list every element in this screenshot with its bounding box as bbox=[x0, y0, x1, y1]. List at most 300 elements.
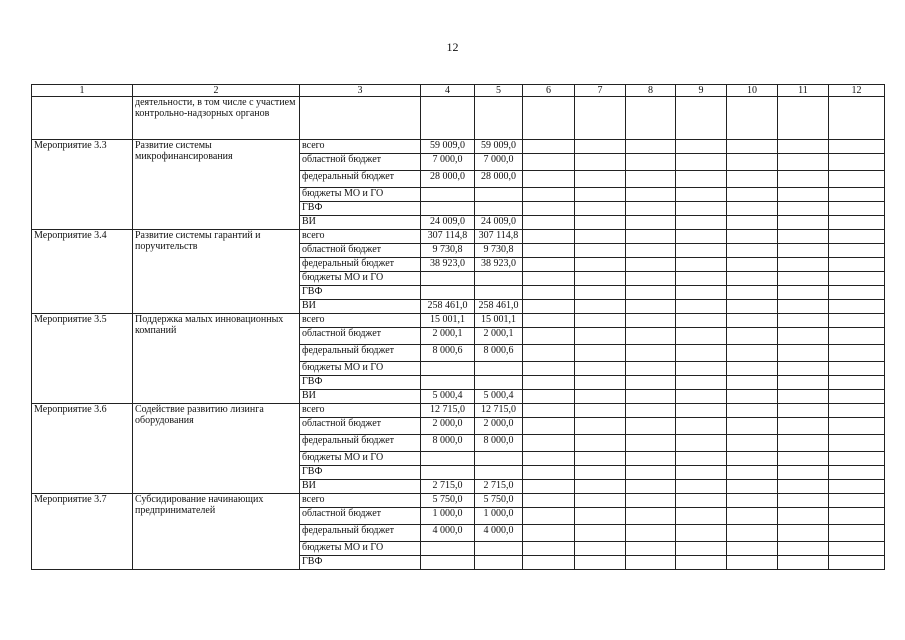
measure-id: Мероприятие 3.5 bbox=[32, 314, 133, 404]
column-number-3: 3 bbox=[300, 85, 421, 97]
amount-col-5 bbox=[475, 345, 523, 362]
funding-source: федеральный бюджет bbox=[300, 258, 421, 272]
empty-cell bbox=[523, 508, 575, 525]
empty-cell bbox=[778, 466, 829, 480]
empty-cell bbox=[829, 556, 885, 570]
empty-cell bbox=[778, 286, 829, 300]
empty-cell bbox=[676, 418, 727, 435]
empty-cell bbox=[727, 376, 778, 390]
amount-value: 24 009,0 bbox=[481, 216, 516, 227]
amount-value: 2 000,0 bbox=[483, 418, 514, 429]
amount-col-4 bbox=[421, 258, 475, 272]
column-number-6: 6 bbox=[523, 85, 575, 97]
continuation-measure-cell bbox=[32, 97, 133, 140]
empty-cell bbox=[575, 362, 626, 376]
empty-cell bbox=[778, 97, 829, 140]
empty-cell bbox=[626, 140, 676, 154]
funding-source: областной бюджет bbox=[300, 244, 421, 258]
empty-cell bbox=[676, 314, 727, 328]
empty-cell bbox=[523, 404, 575, 418]
funding-source: ВИ bbox=[300, 216, 421, 230]
amount-value: 307 114,8 bbox=[427, 230, 468, 241]
amount-value: 5 000,4 bbox=[432, 390, 463, 401]
empty-cell bbox=[829, 404, 885, 418]
amount-col-5 bbox=[475, 480, 523, 494]
empty-cell bbox=[523, 272, 575, 286]
amount-value: 258 461,0 bbox=[427, 300, 468, 311]
amount-col-5 bbox=[475, 140, 523, 154]
amount-col-5 bbox=[475, 452, 523, 466]
empty-cell bbox=[676, 202, 727, 216]
funding-source: ВИ bbox=[300, 390, 421, 404]
empty-cell bbox=[727, 390, 778, 404]
empty-cell bbox=[778, 376, 829, 390]
empty-cell bbox=[727, 508, 778, 525]
empty-cell bbox=[421, 97, 475, 140]
empty-cell bbox=[676, 154, 727, 171]
empty-cell bbox=[523, 418, 575, 435]
amount-value: 1 000,0 bbox=[432, 508, 463, 519]
empty-cell bbox=[727, 466, 778, 480]
empty-cell bbox=[523, 154, 575, 171]
empty-cell bbox=[727, 258, 778, 272]
empty-cell bbox=[778, 480, 829, 494]
amount-value: 8 000,6 bbox=[483, 345, 514, 356]
empty-cell bbox=[523, 188, 575, 202]
empty-cell bbox=[727, 286, 778, 300]
empty-cell bbox=[575, 556, 626, 570]
amount-value: 2 000,0 bbox=[432, 418, 463, 429]
column-number-11: 11 bbox=[778, 85, 829, 97]
empty-cell bbox=[676, 300, 727, 314]
amount-col-4 bbox=[421, 345, 475, 362]
column-number-12: 12 bbox=[829, 85, 885, 97]
empty-cell bbox=[626, 244, 676, 258]
empty-cell bbox=[676, 466, 727, 480]
empty-cell bbox=[727, 525, 778, 542]
empty-cell bbox=[778, 404, 829, 418]
empty-cell bbox=[829, 258, 885, 272]
amount-col-4 bbox=[421, 171, 475, 188]
empty-cell bbox=[626, 418, 676, 435]
empty-cell bbox=[778, 435, 829, 452]
empty-cell bbox=[575, 314, 626, 328]
empty-cell bbox=[676, 244, 727, 258]
empty-cell bbox=[626, 362, 676, 376]
empty-cell bbox=[727, 171, 778, 188]
empty-cell bbox=[626, 154, 676, 171]
empty-cell bbox=[676, 362, 727, 376]
empty-cell bbox=[575, 216, 626, 230]
amount-col-5 bbox=[475, 272, 523, 286]
empty-cell bbox=[676, 404, 727, 418]
empty-cell bbox=[829, 97, 885, 140]
empty-cell bbox=[575, 418, 626, 435]
empty-cell bbox=[523, 542, 575, 556]
amount-value: 15 001,1 bbox=[430, 314, 465, 325]
empty-cell bbox=[575, 435, 626, 452]
funding-source: ГВФ bbox=[300, 556, 421, 570]
measure-name: Развитие системы гарантий и поручительств bbox=[133, 230, 300, 314]
empty-cell bbox=[626, 376, 676, 390]
empty-cell bbox=[523, 345, 575, 362]
amount-col-4 bbox=[421, 154, 475, 171]
empty-cell bbox=[626, 202, 676, 216]
empty-cell bbox=[626, 345, 676, 362]
empty-cell bbox=[778, 188, 829, 202]
empty-cell bbox=[778, 418, 829, 435]
empty-cell bbox=[523, 216, 575, 230]
column-number-7: 7 bbox=[575, 85, 626, 97]
empty-cell bbox=[523, 362, 575, 376]
empty-cell bbox=[778, 300, 829, 314]
amount-col-4 bbox=[421, 525, 475, 542]
empty-cell bbox=[778, 525, 829, 542]
funding-row bbox=[32, 314, 885, 328]
empty-cell bbox=[626, 556, 676, 570]
measure-name: Развитие системы микрофинансирования bbox=[133, 140, 300, 230]
measure-id: Мероприятие 3.6 bbox=[32, 404, 133, 494]
amount-col-4 bbox=[421, 188, 475, 202]
amount-value: 5 000,4 bbox=[483, 390, 514, 401]
empty-cell bbox=[626, 188, 676, 202]
empty-cell bbox=[626, 542, 676, 556]
empty-cell bbox=[727, 494, 778, 508]
measure-name: Субсидирование начинающих предпринимателей bbox=[133, 494, 300, 570]
empty-cell bbox=[523, 390, 575, 404]
column-number-4: 4 bbox=[421, 85, 475, 97]
empty-cell bbox=[778, 171, 829, 188]
empty-cell bbox=[575, 140, 626, 154]
measure-id: Мероприятие 3.7 bbox=[32, 494, 133, 570]
amount-col-4 bbox=[421, 272, 475, 286]
empty-cell bbox=[575, 272, 626, 286]
empty-cell bbox=[676, 345, 727, 362]
empty-cell bbox=[829, 418, 885, 435]
empty-cell bbox=[575, 466, 626, 480]
budget-table bbox=[31, 84, 885, 570]
empty-cell bbox=[778, 508, 829, 525]
funding-source: федеральный бюджет bbox=[300, 171, 421, 188]
funding-source: федеральный бюджет bbox=[300, 345, 421, 362]
empty-cell bbox=[727, 328, 778, 345]
empty-cell bbox=[523, 376, 575, 390]
empty-cell bbox=[676, 97, 727, 140]
column-number-5: 5 bbox=[475, 85, 523, 97]
amount-col-5 bbox=[475, 286, 523, 300]
amount-col-5 bbox=[475, 494, 523, 508]
empty-cell bbox=[575, 258, 626, 272]
empty-cell bbox=[778, 258, 829, 272]
empty-cell bbox=[676, 328, 727, 345]
empty-cell bbox=[575, 202, 626, 216]
empty-cell bbox=[727, 542, 778, 556]
amount-col-5 bbox=[475, 435, 523, 452]
empty-cell bbox=[829, 314, 885, 328]
amount-col-4 bbox=[421, 435, 475, 452]
amount-col-5 bbox=[475, 376, 523, 390]
amount-value: 258 461,0 bbox=[478, 300, 519, 311]
empty-cell bbox=[575, 452, 626, 466]
amount-col-5 bbox=[475, 404, 523, 418]
funding-row bbox=[32, 494, 885, 508]
amount-col-5 bbox=[475, 418, 523, 435]
empty-cell bbox=[523, 140, 575, 154]
empty-cell bbox=[626, 171, 676, 188]
amount-col-5 bbox=[475, 542, 523, 556]
empty-cell bbox=[829, 542, 885, 556]
empty-cell bbox=[523, 466, 575, 480]
empty-cell bbox=[829, 272, 885, 286]
funding-row bbox=[32, 404, 885, 418]
amount-value: 8 000,0 bbox=[432, 435, 463, 446]
column-number-2: 2 bbox=[133, 85, 300, 97]
amount-col-4 bbox=[421, 542, 475, 556]
empty-cell bbox=[626, 258, 676, 272]
empty-cell bbox=[829, 244, 885, 258]
amount-value: 5 750,0 bbox=[432, 494, 463, 505]
empty-cell bbox=[829, 328, 885, 345]
empty-cell bbox=[829, 508, 885, 525]
empty-cell bbox=[778, 230, 829, 244]
page-number: 12 bbox=[446, 40, 459, 54]
amount-col-4 bbox=[421, 418, 475, 435]
column-number-row bbox=[32, 85, 885, 97]
amount-value: 8 000,0 bbox=[483, 435, 514, 446]
empty-cell bbox=[829, 466, 885, 480]
amount-col-5 bbox=[475, 328, 523, 345]
amount-value: 59 009,0 bbox=[430, 140, 465, 151]
empty-cell bbox=[523, 452, 575, 466]
empty-cell bbox=[778, 314, 829, 328]
empty-cell bbox=[829, 216, 885, 230]
empty-cell bbox=[475, 97, 523, 140]
empty-cell bbox=[523, 230, 575, 244]
empty-cell bbox=[727, 418, 778, 435]
empty-cell bbox=[626, 525, 676, 542]
empty-cell bbox=[829, 202, 885, 216]
amount-col-4 bbox=[421, 494, 475, 508]
amount-value: 15 001,1 bbox=[481, 314, 516, 325]
empty-cell bbox=[778, 154, 829, 171]
empty-cell bbox=[829, 435, 885, 452]
empty-cell bbox=[676, 230, 727, 244]
amount-value: 28 000,0 bbox=[481, 171, 516, 182]
empty-cell bbox=[829, 376, 885, 390]
funding-source: бюджеты МО и ГО bbox=[300, 542, 421, 556]
funding-row bbox=[32, 230, 885, 244]
amount-col-5 bbox=[475, 525, 523, 542]
empty-cell bbox=[626, 390, 676, 404]
empty-cell bbox=[523, 97, 575, 140]
amount-col-5 bbox=[475, 216, 523, 230]
empty-cell bbox=[575, 188, 626, 202]
empty-cell bbox=[676, 272, 727, 286]
measure-name: Содействие развитию лизинга оборудования bbox=[133, 404, 300, 494]
empty-cell bbox=[676, 171, 727, 188]
empty-cell bbox=[778, 272, 829, 286]
amount-col-4 bbox=[421, 376, 475, 390]
amount-col-5 bbox=[475, 362, 523, 376]
empty-cell bbox=[778, 452, 829, 466]
empty-cell bbox=[829, 362, 885, 376]
empty-cell bbox=[523, 556, 575, 570]
empty-cell bbox=[676, 435, 727, 452]
empty-cell bbox=[829, 525, 885, 542]
empty-cell bbox=[575, 244, 626, 258]
amount-col-5 bbox=[475, 556, 523, 570]
empty-cell bbox=[575, 480, 626, 494]
amount-col-4 bbox=[421, 230, 475, 244]
empty-cell bbox=[575, 494, 626, 508]
empty-cell bbox=[676, 508, 727, 525]
funding-source: федеральный бюджет bbox=[300, 525, 421, 542]
amount-col-5 bbox=[475, 154, 523, 171]
empty-cell bbox=[829, 230, 885, 244]
empty-cell bbox=[523, 171, 575, 188]
empty-cell bbox=[676, 188, 727, 202]
amount-col-5 bbox=[475, 466, 523, 480]
empty-cell bbox=[727, 300, 778, 314]
amount-col-5 bbox=[475, 314, 523, 328]
amount-col-4 bbox=[421, 314, 475, 328]
amount-value: 38 923,0 bbox=[430, 258, 465, 269]
amount-col-4 bbox=[421, 300, 475, 314]
amount-col-4 bbox=[421, 466, 475, 480]
empty-cell bbox=[575, 508, 626, 525]
empty-cell bbox=[727, 452, 778, 466]
empty-cell bbox=[829, 345, 885, 362]
empty-cell bbox=[523, 328, 575, 345]
amount-col-4 bbox=[421, 328, 475, 345]
empty-cell bbox=[575, 171, 626, 188]
amount-value: 24 009,0 bbox=[430, 216, 465, 227]
empty-cell bbox=[727, 154, 778, 171]
amount-value: 8 000,6 bbox=[432, 345, 463, 356]
empty-cell bbox=[523, 300, 575, 314]
empty-cell bbox=[575, 328, 626, 345]
amount-value: 2 715,0 bbox=[483, 480, 514, 491]
empty-cell bbox=[523, 244, 575, 258]
funding-source: федеральный бюджет bbox=[300, 435, 421, 452]
empty-cell bbox=[676, 452, 727, 466]
empty-cell bbox=[778, 345, 829, 362]
empty-cell bbox=[676, 556, 727, 570]
empty-cell bbox=[829, 390, 885, 404]
empty-cell bbox=[626, 230, 676, 244]
amount-col-4 bbox=[421, 362, 475, 376]
funding-source: ВИ bbox=[300, 480, 421, 494]
empty-cell bbox=[626, 300, 676, 314]
column-number-8: 8 bbox=[626, 85, 676, 97]
empty-cell bbox=[778, 328, 829, 345]
amount-col-5 bbox=[475, 300, 523, 314]
amount-col-5 bbox=[475, 390, 523, 404]
amount-value: 4 000,0 bbox=[432, 525, 463, 536]
empty-cell bbox=[829, 171, 885, 188]
empty-cell bbox=[778, 556, 829, 570]
empty-cell bbox=[829, 300, 885, 314]
empty-cell bbox=[727, 345, 778, 362]
empty-cell bbox=[626, 97, 676, 140]
empty-cell bbox=[778, 494, 829, 508]
amount-col-4 bbox=[421, 480, 475, 494]
empty-cell bbox=[727, 202, 778, 216]
measure-id: Мероприятие 3.4 bbox=[32, 230, 133, 314]
empty-cell bbox=[676, 286, 727, 300]
empty-cell bbox=[575, 300, 626, 314]
empty-cell bbox=[676, 376, 727, 390]
empty-cell bbox=[575, 97, 626, 140]
amount-col-4 bbox=[421, 244, 475, 258]
amount-col-5 bbox=[475, 258, 523, 272]
empty-cell bbox=[626, 494, 676, 508]
funding-source: ГВФ bbox=[300, 286, 421, 300]
amount-col-4 bbox=[421, 404, 475, 418]
empty-cell bbox=[523, 435, 575, 452]
column-number-1: 1 bbox=[32, 85, 133, 97]
amount-value: 38 923,0 bbox=[481, 258, 516, 269]
amount-value: 2 715,0 bbox=[432, 480, 463, 491]
empty-cell bbox=[727, 556, 778, 570]
continuation-text: деятельности, в том числе с участием контрольно-надзорных органов bbox=[133, 97, 300, 140]
empty-cell bbox=[626, 272, 676, 286]
empty-cell bbox=[727, 140, 778, 154]
amount-value: 307 114,8 bbox=[478, 230, 519, 241]
amount-value: 1 000,0 bbox=[483, 508, 514, 519]
amount-value: 12 715,0 bbox=[481, 404, 516, 415]
empty-cell bbox=[829, 140, 885, 154]
empty-cell bbox=[676, 216, 727, 230]
empty-cell bbox=[575, 230, 626, 244]
empty-cell bbox=[676, 140, 727, 154]
amount-col-4 bbox=[421, 452, 475, 466]
amount-value: 9 730,8 bbox=[483, 244, 514, 255]
empty-cell bbox=[523, 494, 575, 508]
empty-cell bbox=[727, 97, 778, 140]
funding-source: ГВФ bbox=[300, 202, 421, 216]
amount-value: 2 000,1 bbox=[432, 328, 463, 339]
empty-cell bbox=[575, 286, 626, 300]
empty-cell bbox=[523, 314, 575, 328]
empty-cell bbox=[829, 452, 885, 466]
funding-source: бюджеты МО и ГО bbox=[300, 452, 421, 466]
amount-col-4 bbox=[421, 556, 475, 570]
empty-cell bbox=[626, 404, 676, 418]
empty-cell bbox=[575, 542, 626, 556]
empty-cell bbox=[778, 216, 829, 230]
amount-value: 4 000,0 bbox=[483, 525, 514, 536]
empty-cell bbox=[626, 216, 676, 230]
amount-value: 7 000,0 bbox=[483, 154, 514, 165]
empty-cell bbox=[626, 328, 676, 345]
empty-cell bbox=[829, 494, 885, 508]
funding-source: областной бюджет bbox=[300, 154, 421, 171]
amount-value: 7 000,0 bbox=[432, 154, 463, 165]
empty-cell bbox=[676, 494, 727, 508]
empty-cell bbox=[676, 390, 727, 404]
amount-col-5 bbox=[475, 202, 523, 216]
empty-cell bbox=[727, 314, 778, 328]
empty-cell bbox=[727, 188, 778, 202]
funding-source: всего bbox=[300, 494, 421, 508]
funding-source: бюджеты МО и ГО bbox=[300, 188, 421, 202]
column-number-10: 10 bbox=[727, 85, 778, 97]
funding-source: всего bbox=[300, 140, 421, 154]
column-number-9: 9 bbox=[676, 85, 727, 97]
empty-cell bbox=[829, 188, 885, 202]
empty-cell bbox=[626, 286, 676, 300]
